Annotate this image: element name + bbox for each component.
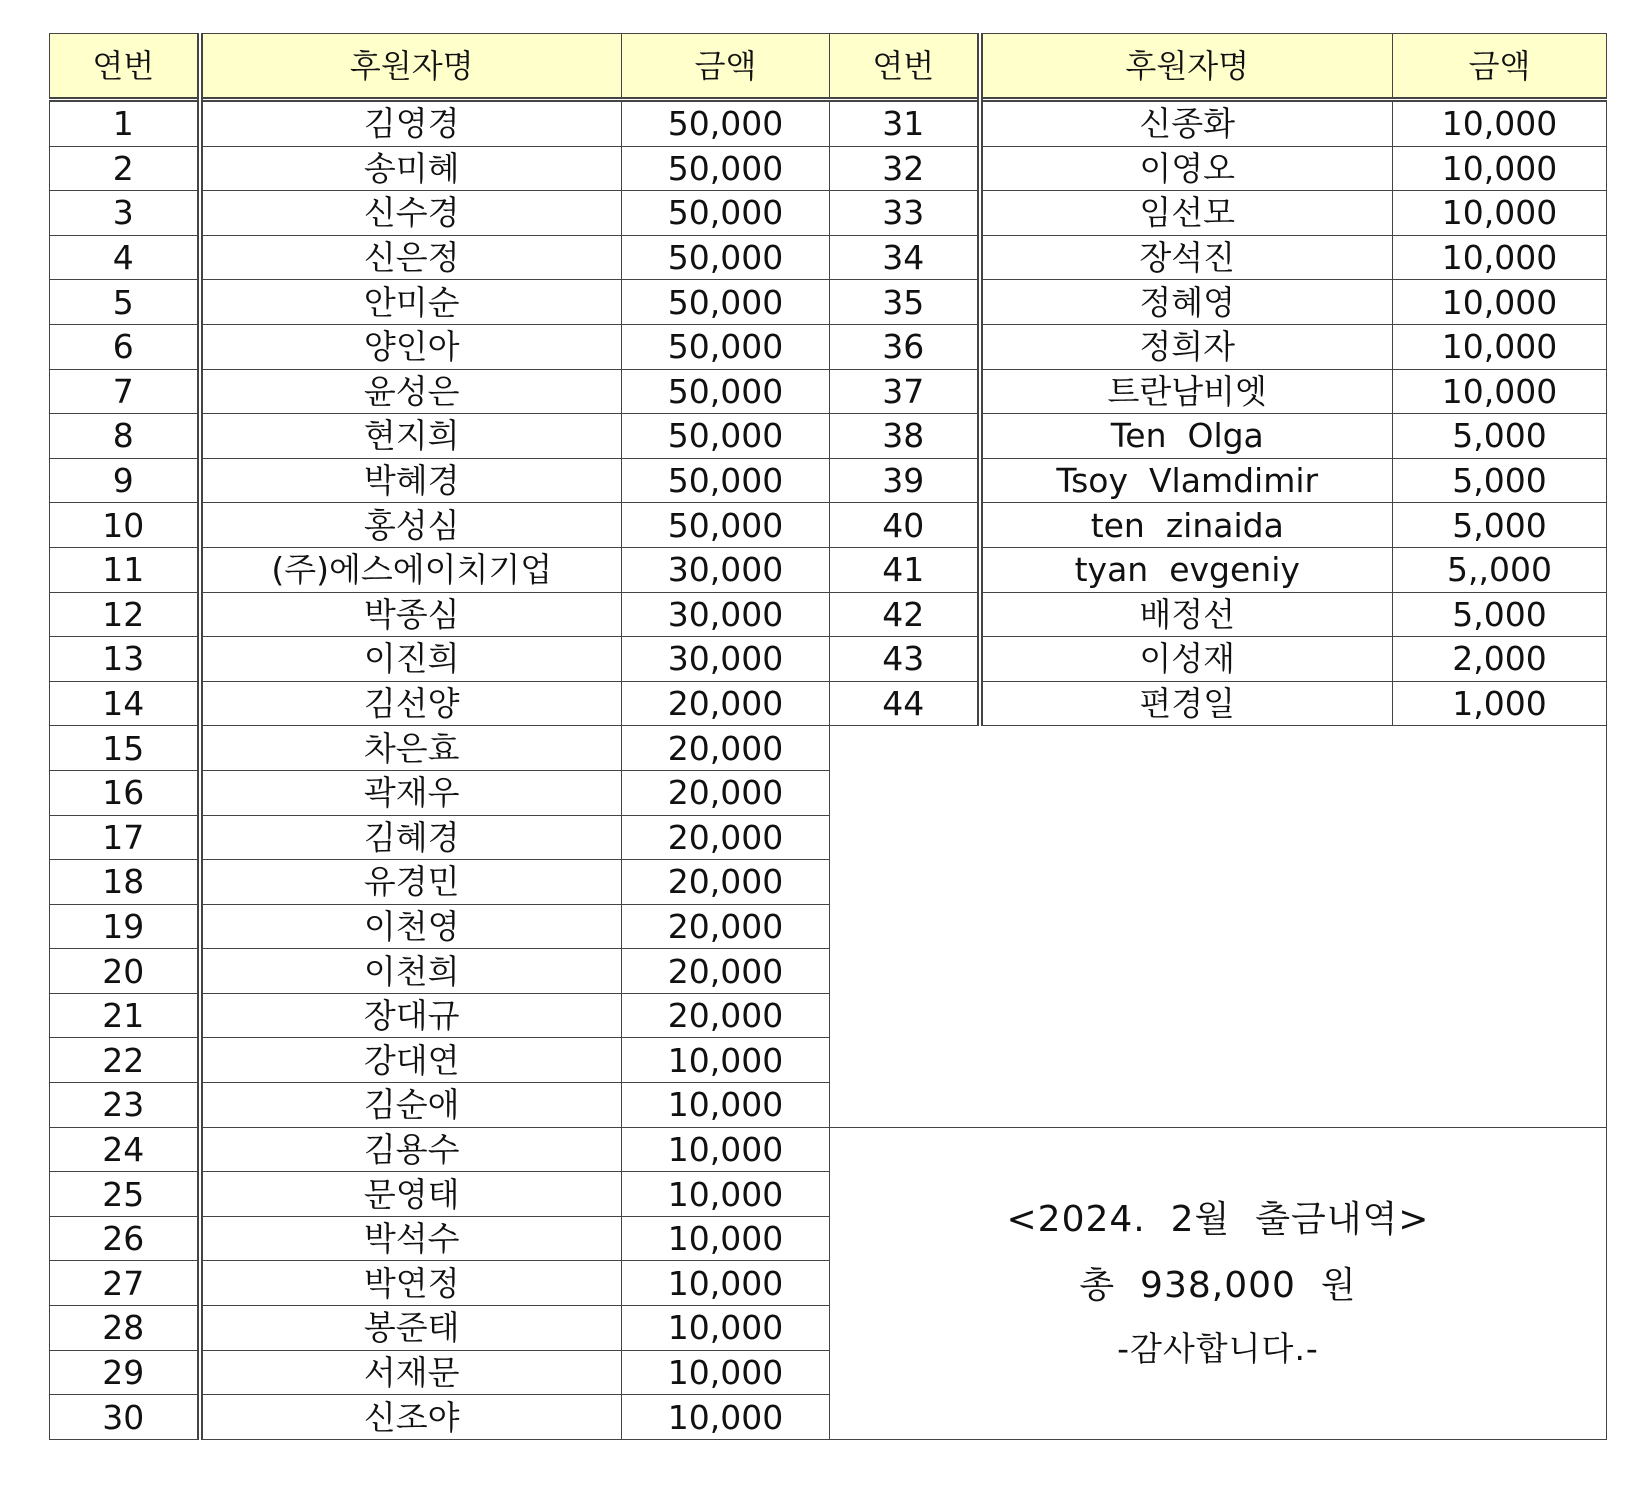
donor-name: 장석진 — [980, 235, 1393, 280]
table-row — [50, 414, 1607, 459]
donor-name: 임선모 — [980, 191, 1393, 236]
donor-name: 안미순 — [200, 280, 622, 325]
donor-name: 이영오 — [980, 146, 1393, 191]
donor-amount: 30,000 — [622, 547, 830, 592]
donor-amount: 10,000 — [622, 1395, 830, 1440]
donor-number: 40 — [830, 503, 980, 548]
header-amount-left: 금액 — [622, 34, 830, 100]
donor-number: 29 — [50, 1350, 200, 1395]
donor-amount: 50,000 — [622, 280, 830, 325]
table-row — [50, 235, 1607, 280]
donor-name: 신수경 — [200, 191, 622, 236]
donor-name: 박석수 — [200, 1216, 622, 1261]
donor-name: 박연정 — [200, 1261, 622, 1306]
donor-amount: 50,000 — [622, 458, 830, 503]
table-row — [50, 458, 1607, 503]
header-name-left: 후원자명 — [200, 34, 622, 100]
donor-name: Tsoy Vlamdimir — [980, 458, 1393, 503]
donor-amount: 10,000 — [622, 1127, 830, 1172]
summary-title: <2024. 2월 출금내역> — [1006, 1198, 1430, 1240]
donor-amount: 20,000 — [622, 860, 830, 905]
donor-name: 유경민 — [200, 860, 622, 905]
donor-name: 양인아 — [200, 324, 622, 369]
donor-amount: 20,000 — [622, 993, 830, 1038]
table-row — [50, 547, 1607, 592]
donor-number: 11 — [50, 547, 200, 592]
donor-amount: 10,000 — [1393, 146, 1607, 191]
donor-name: 김용수 — [200, 1127, 622, 1172]
donor-table — [49, 33, 1607, 1440]
donor-amount: 10,000 — [622, 1172, 830, 1217]
donor-amount: 10,000 — [1393, 324, 1607, 369]
donor-number: 4 — [50, 235, 200, 280]
donor-amount: 10,000 — [622, 1216, 830, 1261]
donor-number: 36 — [830, 324, 980, 369]
table-row — [50, 592, 1607, 637]
donor-number: 21 — [50, 993, 200, 1038]
table-row — [50, 100, 1607, 147]
donor-name: 홍성심 — [200, 503, 622, 548]
donor-number: 41 — [830, 547, 980, 592]
donor-amount: 50,000 — [622, 369, 830, 414]
donor-name: 김선양 — [200, 681, 622, 726]
donor-number: 33 — [830, 191, 980, 236]
header-amount-right: 금액 — [1393, 34, 1607, 100]
donor-number: 18 — [50, 860, 200, 905]
donor-name: 편경일 — [980, 681, 1393, 726]
donor-name: 김순애 — [200, 1083, 622, 1128]
donor-amount: 30,000 — [622, 592, 830, 637]
table-row — [50, 191, 1607, 236]
donor-number: 22 — [50, 1038, 200, 1083]
donor-number: 10 — [50, 503, 200, 548]
empty-area — [830, 726, 1607, 1127]
donor-name: tyan evgeniy — [980, 547, 1393, 592]
donor-number: 32 — [830, 146, 980, 191]
donor-amount: 10,000 — [1393, 280, 1607, 325]
donor-amount: 20,000 — [622, 681, 830, 726]
donor-name: 송미혜 — [200, 146, 622, 191]
donor-name: 윤성은 — [200, 369, 622, 414]
donor-number: 44 — [830, 681, 980, 726]
donor-amount: 20,000 — [622, 904, 830, 949]
header-no-right: 연번 — [830, 34, 980, 100]
donor-number: 24 — [50, 1127, 200, 1172]
donor-number: 31 — [830, 100, 980, 147]
donor-amount: 10,000 — [622, 1306, 830, 1351]
donor-name: 박혜경 — [200, 458, 622, 503]
donor-amount: 10,000 — [622, 1350, 830, 1395]
donor-number: 17 — [50, 815, 200, 860]
donor-name: 곽재우 — [200, 770, 622, 815]
donor-number: 15 — [50, 726, 200, 771]
donor-name: 정희자 — [980, 324, 1393, 369]
donor-name: 신조야 — [200, 1395, 622, 1440]
donor-name: 문영태 — [200, 1172, 622, 1217]
donor-number: 34 — [830, 235, 980, 280]
donor-number: 39 — [830, 458, 980, 503]
donor-amount: 50,000 — [622, 414, 830, 459]
donor-amount: 5,000 — [1393, 414, 1607, 459]
donor-number: 7 — [50, 369, 200, 414]
donor-amount: 50,000 — [622, 503, 830, 548]
donor-amount: 10,000 — [1393, 100, 1607, 147]
donor-name: 트란남비엣 — [980, 369, 1393, 414]
table-row — [50, 503, 1607, 548]
donor-amount: 5,,000 — [1393, 547, 1607, 592]
donor-number: 20 — [50, 949, 200, 994]
donor-amount: 20,000 — [622, 949, 830, 994]
table-row — [50, 280, 1607, 325]
donor-number: 16 — [50, 770, 200, 815]
donor-name: 김혜경 — [200, 815, 622, 860]
donor-name: 강대연 — [200, 1038, 622, 1083]
donor-amount: 2,000 — [1393, 637, 1607, 682]
donor-number: 14 — [50, 681, 200, 726]
donor-number: 28 — [50, 1306, 200, 1351]
donor-name: 이진희 — [200, 637, 622, 682]
donor-number: 25 — [50, 1172, 200, 1217]
donor-number: 37 — [830, 369, 980, 414]
summary-thanks: -감사합니다.- — [1117, 1328, 1319, 1368]
donor-number: 2 — [50, 146, 200, 191]
donor-number: 30 — [50, 1395, 200, 1440]
table-row — [50, 726, 1607, 771]
donor-name: Ten Olga — [980, 414, 1393, 459]
donor-number: 43 — [830, 637, 980, 682]
donor-name: 봉준태 — [200, 1306, 622, 1351]
donor-number: 12 — [50, 592, 200, 637]
donor-amount: 50,000 — [622, 191, 830, 236]
table-row — [50, 146, 1607, 191]
donor-amount: 50,000 — [622, 324, 830, 369]
donor-number: 1 — [50, 100, 200, 147]
donor-amount: 20,000 — [622, 726, 830, 771]
donor-number: 35 — [830, 280, 980, 325]
donor-amount: 30,000 — [622, 637, 830, 682]
table-row — [50, 637, 1607, 682]
donor-amount: 10,000 — [1393, 369, 1607, 414]
donor-name: 박종심 — [200, 592, 622, 637]
donor-amount: 5,000 — [1393, 592, 1607, 637]
donor-number: 5 — [50, 280, 200, 325]
donor-number: 42 — [830, 592, 980, 637]
donor-name: 이성재 — [980, 637, 1393, 682]
donor-number: 38 — [830, 414, 980, 459]
donor-name: 배정선 — [980, 592, 1393, 637]
donor-amount: 20,000 — [622, 770, 830, 815]
donor-number: 27 — [50, 1261, 200, 1306]
table-row — [50, 324, 1607, 369]
donor-amount: 10,000 — [1393, 235, 1607, 280]
donor-amount: 5,000 — [1393, 503, 1607, 548]
header-no-left: 연번 — [50, 34, 200, 100]
donor-amount: 10,000 — [622, 1038, 830, 1083]
donor-name: 신종화 — [980, 100, 1393, 147]
donor-name: 차은효 — [200, 726, 622, 771]
table-row — [50, 681, 1607, 726]
donor-name: (주)에스에이치기업 — [200, 547, 622, 592]
donor-amount: 50,000 — [622, 235, 830, 280]
donor-amount: 5,000 — [1393, 458, 1607, 503]
donor-number: 19 — [50, 904, 200, 949]
donor-name: 현지희 — [200, 414, 622, 459]
donor-number: 26 — [50, 1216, 200, 1261]
donor-name: 신은정 — [200, 235, 622, 280]
summary-total: 총 938,000 원 — [1079, 1264, 1357, 1306]
donor-name: 이천영 — [200, 904, 622, 949]
header-row — [50, 34, 1607, 100]
table-row — [50, 1127, 1607, 1172]
donor-name: ten zinaida — [980, 503, 1393, 548]
donor-name: 서재문 — [200, 1350, 622, 1395]
donor-name: 장대규 — [200, 993, 622, 1038]
donor-name: 김영경 — [200, 100, 622, 147]
donor-name: 이천희 — [200, 949, 622, 994]
donor-number: 8 — [50, 414, 200, 459]
header-name-right: 후원자명 — [980, 34, 1393, 100]
donor-number: 6 — [50, 324, 200, 369]
donor-amount: 10,000 — [622, 1261, 830, 1306]
donor-number: 23 — [50, 1083, 200, 1128]
table-row — [50, 369, 1607, 414]
donor-amount: 50,000 — [622, 146, 830, 191]
donor-number: 9 — [50, 458, 200, 503]
donor-amount: 50,000 — [622, 100, 830, 147]
donor-number: 13 — [50, 637, 200, 682]
donor-amount: 10,000 — [622, 1083, 830, 1128]
donor-amount: 10,000 — [1393, 191, 1607, 236]
donor-number: 3 — [50, 191, 200, 236]
donor-name: 정혜영 — [980, 280, 1393, 325]
donor-amount: 20,000 — [622, 815, 830, 860]
donor-amount: 1,000 — [1393, 681, 1607, 726]
summary-box — [830, 1127, 1607, 1439]
